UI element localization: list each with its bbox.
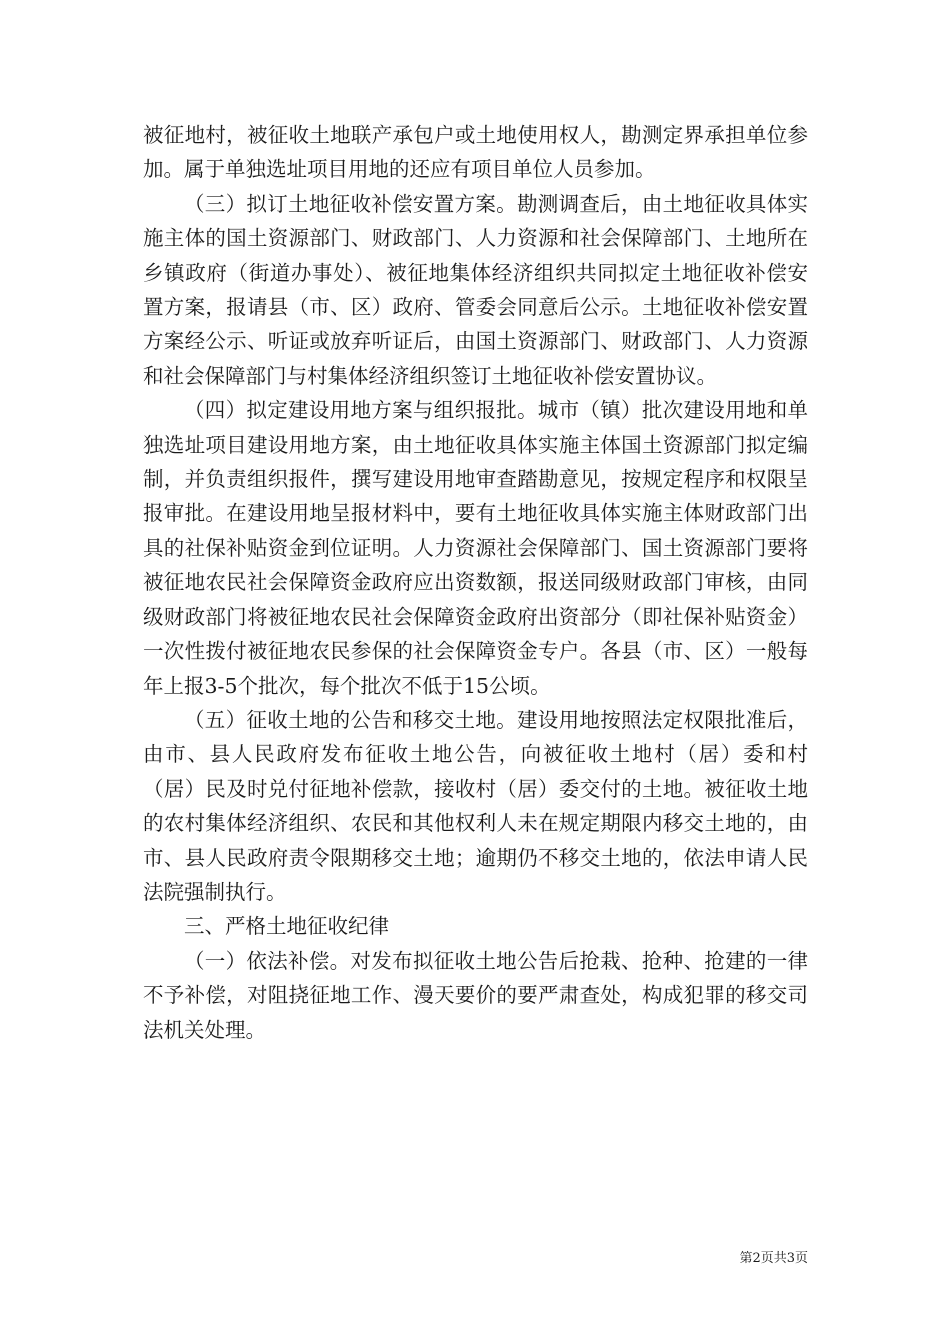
paragraph-3: （四）拟定建设用地方案与组织报批。城市（镇）批次建设用地和单独选址项目建设用地方案，由土地征收具体实施主体国土资源部门拟定编制，并负责组织报件，撰写建设用地审查踏勘意见，按规定程序和权限呈报审批。在建设用地呈报材料中，要有土地征收具体实施主体财政部门出具的社保补贴资金到位证明。人力资源社会保障部门、国土资源部门要将被征地农民社会保障资金政府应出资数额，报送同级财政部门审核，由同级财政部门将被征地农民社会保障资金政府出资部分（即社保补贴资金）一次性拨付被征地农民参保的社会保障资金专户。各县（市、区）一般每年上报3-5个批次，每个批次不低于15公顷。 [143, 398, 808, 698]
paragraph-2: （三）拟订土地征收补偿安置方案。勘测调查后，由土地征收具体实施主体的国土资源部门、财政部门、人力资源和社会保障部门、土地所在乡镇政府（街道办事处）、被征地集体经济组织共同拟定土地征收补偿安置方案，报请县（市、区）政府、管委会同意后公示。土地征收补偿安置方案经公示、听证或放弃听证后，由国土资源部门、财政部门、人力资源和社会保障部门与村集体经济组织签订土地征收补偿安置协议。 [143, 191, 808, 388]
section-heading: 三、严格土地征收纪律 [184, 914, 389, 939]
paragraph-6: （一）依法补偿。对发布拟征收土地公告后抢栽、抢种、抢建的一律不予补偿，对阻挠征地工作、漫天要价的要严肃查处，构成犯罪的移交司法机关处理。 [143, 948, 808, 1042]
paragraph-4: （五）征收土地的公告和移交土地。建设用地按照法定权限批准后，由市、县人民政府发布征收土地公告，向被征收土地村（居）委和村（居）民及时兑付征地补偿款，接收村（居）委交付的土地。被征收土地的农村集体经济组织、农民和其他权利人未在规定期限内移交土地的，由市、县人民政府责令限期移交土地；逾期仍不移交土地的，依法申请人民法院强制执行。 [143, 707, 808, 904]
document-body [143, 118, 808, 1047]
paragraph-1: 被征地村，被征收土地联产承包户或土地使用权人，勘测定界承担单位参加。属于单独选址项目用地的还应有项目单位人员参加。 [143, 123, 808, 182]
page-number: 第2页共3页 [739, 1251, 808, 1266]
